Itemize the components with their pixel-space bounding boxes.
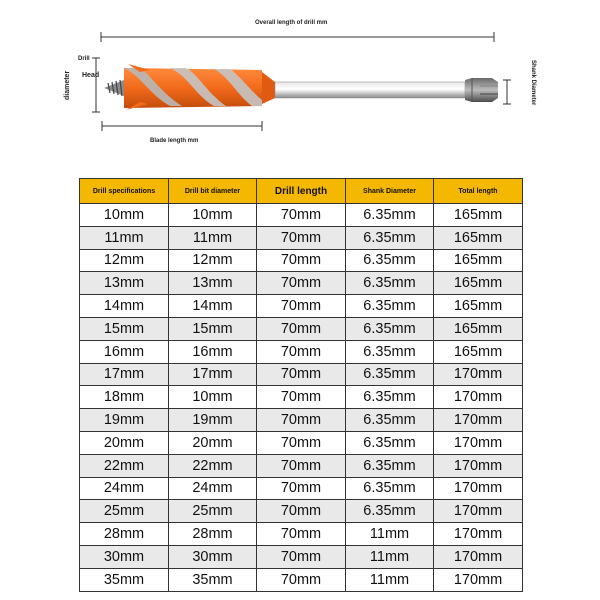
cell-drill-length: 70mm [257, 317, 346, 340]
cell-bit-diameter: 13mm [169, 272, 257, 295]
cell-drill-spec: 13mm [80, 272, 169, 295]
cell-shank-diameter: 6.35mm [346, 431, 434, 454]
cell-bit-diameter: 16mm [169, 340, 257, 363]
cell-shank-diameter: 6.35mm [346, 363, 434, 386]
cell-bit-diameter: 25mm [169, 500, 257, 523]
spiral-blade [124, 64, 262, 110]
blade-length-label: Blade length mm [150, 138, 199, 144]
cell-drill-spec: 15mm [80, 317, 169, 340]
table-row [80, 409, 523, 432]
head-label: Head [82, 72, 100, 79]
cell-drill-spec: 30mm [80, 545, 169, 568]
drill-label: Drill [78, 56, 90, 62]
cell-shank-diameter: 6.35mm [346, 500, 434, 523]
cell-drill-spec: 22mm [80, 454, 169, 477]
cell-total-length: 165mm [434, 226, 523, 249]
cell-drill-spec: 16mm [80, 340, 169, 363]
cell-drill-length: 70mm [257, 477, 346, 500]
table-row [80, 363, 523, 386]
cell-total-length: 170mm [434, 500, 523, 523]
blade-length-dimension [102, 121, 262, 131]
cell-drill-length: 70mm [257, 249, 346, 272]
cell-shank-diameter: 6.35mm [346, 317, 434, 340]
cell-drill-length: 70mm [257, 340, 346, 363]
table-body [80, 204, 523, 592]
head-diameter-dimension [92, 58, 100, 112]
header-total-length: Total length [434, 179, 523, 204]
cell-bit-diameter: 11mm [169, 226, 257, 249]
cell-total-length: 165mm [434, 272, 523, 295]
cell-drill-spec: 17mm [80, 363, 169, 386]
cell-total-length: 165mm [434, 295, 523, 318]
cell-total-length: 170mm [434, 386, 523, 409]
cell-drill-spec: 19mm [80, 409, 169, 432]
screw-tip [104, 80, 124, 96]
cell-shank-diameter: 6.35mm [346, 272, 434, 295]
cell-bit-diameter: 12mm [169, 249, 257, 272]
cell-bit-diameter: 28mm [169, 523, 257, 546]
table-row [80, 568, 523, 591]
table-row [80, 249, 523, 272]
cell-total-length: 170mm [434, 523, 523, 546]
cell-drill-spec: 11mm [80, 226, 169, 249]
cell-total-length: 165mm [434, 204, 523, 227]
cell-shank-diameter: 11mm [346, 568, 434, 591]
cell-drill-length: 70mm [257, 226, 346, 249]
cell-shank-diameter: 6.35mm [346, 477, 434, 500]
cell-shank-diameter: 6.35mm [346, 340, 434, 363]
cell-drill-length: 70mm [257, 386, 346, 409]
cell-shank-diameter: 6.35mm [346, 249, 434, 272]
cell-drill-spec: 28mm [80, 523, 169, 546]
table-row [80, 500, 523, 523]
overall-length-label: Overall length of drill mm [255, 20, 328, 26]
cell-total-length: 165mm [434, 317, 523, 340]
table-row [80, 545, 523, 568]
cell-total-length: 170mm [434, 454, 523, 477]
cell-drill-length: 70mm [257, 409, 346, 432]
overall-length-dimension [101, 32, 494, 42]
cell-drill-length: 70mm [257, 454, 346, 477]
table-row [80, 454, 523, 477]
bit-neck [262, 72, 275, 104]
cell-drill-length: 70mm [257, 500, 346, 523]
cell-drill-length: 70mm [257, 363, 346, 386]
table-row [80, 226, 523, 249]
cell-total-length: 170mm [434, 409, 523, 432]
shank-diameter-label: Shank Diameter [530, 60, 536, 106]
cell-shank-diameter: 6.35mm [346, 454, 434, 477]
table-header-row [80, 179, 523, 204]
cell-drill-spec: 10mm [80, 204, 169, 227]
cell-drill-length: 70mm [257, 568, 346, 591]
round-shank [275, 82, 465, 98]
drill-diagram [0, 0, 600, 170]
cell-total-length: 170mm [434, 363, 523, 386]
cell-bit-diameter: 30mm [169, 545, 257, 568]
cell-total-length: 170mm [434, 431, 523, 454]
cell-bit-diameter: 35mm [169, 568, 257, 591]
hex-shank [465, 78, 498, 102]
table-row [80, 340, 523, 363]
header-shank-diameter: Shank Diameter [346, 179, 434, 204]
table-row [80, 272, 523, 295]
cell-total-length: 170mm [434, 477, 523, 500]
cell-bit-diameter: 19mm [169, 409, 257, 432]
header-drill-specifications: Drill specifications [80, 179, 169, 204]
cell-drill-length: 70mm [257, 295, 346, 318]
cell-drill-length: 70mm [257, 523, 346, 546]
table-row [80, 386, 523, 409]
table-row [80, 295, 523, 318]
cell-drill-length: 70mm [257, 204, 346, 227]
cell-drill-spec: 25mm [80, 500, 169, 523]
cell-drill-spec: 24mm [80, 477, 169, 500]
cell-shank-diameter: 11mm [346, 545, 434, 568]
cell-bit-diameter: 20mm [169, 431, 257, 454]
cell-bit-diameter: 22mm [169, 454, 257, 477]
cell-shank-diameter: 6.35mm [346, 226, 434, 249]
cell-shank-diameter: 6.35mm [346, 204, 434, 227]
table-row [80, 431, 523, 454]
cell-bit-diameter: 17mm [169, 363, 257, 386]
header-drill-bit-diameter: Drill bit diameter [169, 179, 257, 204]
cell-drill-spec: 12mm [80, 249, 169, 272]
specifications-table [79, 178, 523, 592]
cell-drill-length: 70mm [257, 272, 346, 295]
cell-bit-diameter: 24mm [169, 477, 257, 500]
table-row [80, 317, 523, 340]
cell-shank-diameter: 6.35mm [346, 295, 434, 318]
cell-drill-length: 70mm [257, 431, 346, 454]
table-row [80, 204, 523, 227]
cell-shank-diameter: 6.35mm [346, 409, 434, 432]
cell-drill-spec: 14mm [80, 295, 169, 318]
cell-bit-diameter: 10mm [169, 204, 257, 227]
cell-total-length: 170mm [434, 545, 523, 568]
cell-shank-diameter: 11mm [346, 523, 434, 546]
cell-bit-diameter: 15mm [169, 317, 257, 340]
table-row [80, 477, 523, 500]
cell-total-length: 170mm [434, 568, 523, 591]
cell-total-length: 165mm [434, 340, 523, 363]
cell-bit-diameter: 10mm [169, 386, 257, 409]
cell-shank-diameter: 6.35mm [346, 386, 434, 409]
cell-drill-spec: 20mm [80, 431, 169, 454]
shank-diameter-dimension [503, 80, 511, 104]
table-row [80, 523, 523, 546]
cell-bit-diameter: 14mm [169, 295, 257, 318]
header-drill-length: Drill length [257, 179, 346, 204]
diameter-label: diameter [64, 70, 71, 100]
cell-total-length: 165mm [434, 249, 523, 272]
cell-drill-spec: 35mm [80, 568, 169, 591]
cell-drill-spec: 18mm [80, 386, 169, 409]
cell-drill-length: 70mm [257, 545, 346, 568]
